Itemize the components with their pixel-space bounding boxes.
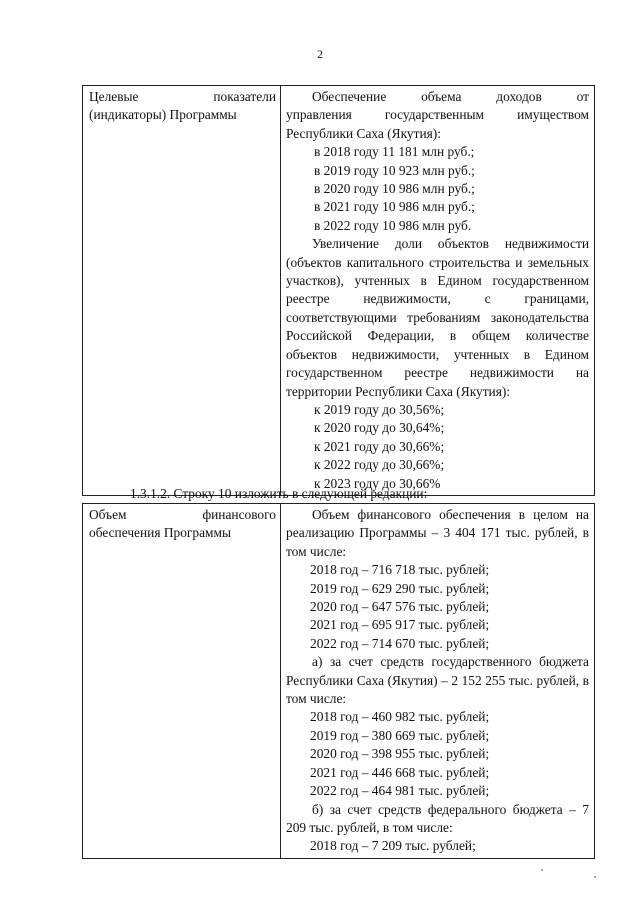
year-item: 2021 год – 695 917 тыс. рублей; xyxy=(310,617,490,633)
year-item: 2022 год – 714 670 тыс. рублей; xyxy=(310,635,490,651)
year-item: 2018 год – 460 982 тыс. рублей; xyxy=(310,709,490,725)
table-row xyxy=(83,86,595,496)
year-item: 2018 год – 716 718 тыс. рублей; xyxy=(310,562,490,578)
row-label-line: обеспечения Программы xyxy=(89,525,231,541)
year-item: в 2022 году 10 986 млн руб. xyxy=(314,217,472,233)
paragraph: б) за счет средств федерального бюджета – 7 209 тыс. рублей, в том числе: xyxy=(286,801,589,835)
text-line: Обеспечение объема доходов от xyxy=(312,89,589,104)
year-item: в 2019 году 10 923 млн руб.; xyxy=(314,162,475,178)
amendment-line: 1.3.1.2. Строку 10 изложить в следующей редакции: xyxy=(130,486,428,501)
year-item: 2020 год – 647 576 тыс. рублей; xyxy=(310,599,490,615)
row-label-line: Целевые показатели xyxy=(89,89,276,104)
year-item: 2022 год – 464 981 тыс. рублей; xyxy=(310,783,490,799)
target-item: к 2023 году до 30,66% xyxy=(314,475,441,491)
year-item: 2021 год – 446 668 тыс. рублей; xyxy=(310,764,490,780)
target-indicators-table xyxy=(82,85,595,496)
row-value-cell xyxy=(281,504,595,859)
target-item: к 2021 году до 30,66%; xyxy=(314,438,445,454)
target-item: к 2022 году до 30,66%; xyxy=(314,457,445,473)
target-item: к 2020 году до 30,64%; xyxy=(314,420,445,436)
target-item: к 2019 году до 30,56%; xyxy=(314,401,445,417)
paragraph: а) за счет средств государственного бюджета Республики Саха (Якутия) – 2 152 255 тыс. рублей, в том числе: xyxy=(286,654,589,707)
year-item: 2020 год – 398 955 тыс. рублей; xyxy=(310,746,490,762)
funding-volume-table xyxy=(82,503,595,859)
row-label-line: Объем финансового xyxy=(89,507,276,522)
paragraph: Объем финансового обеспечения в целом на реализацию Программы – 3 404 171 тыс. рублей, в том числе: xyxy=(286,507,589,559)
scan-speck xyxy=(541,869,543,871)
row-value-cell xyxy=(281,86,595,496)
text-line: управления государственным имуществом xyxy=(286,107,589,123)
paragraph: Увеличение доли объектов недвижимости (объектов капитального строительства и земельных участков), учтенных в Едином государственном реестре недвижимости, с границами, соответствующими требованиям законодательства Российской Федерации, в общем количестве объектов недвижимости, учтенных в Едином государственном реестре недвижимости на территории Республики Саха (Якутия): xyxy=(286,236,589,399)
year-item: 2019 год – 629 290 тыс. рублей; xyxy=(310,580,490,596)
year-item: в 2021 году 10 986 млн руб.; xyxy=(314,199,475,215)
year-item: в 2018 году 11 181 млн руб.; xyxy=(314,144,475,160)
year-item: в 2020 году 10 986 млн руб.; xyxy=(314,181,475,197)
scan-speck xyxy=(594,876,596,878)
row-label-cell xyxy=(83,504,281,859)
table-row xyxy=(83,504,595,859)
year-item: 2019 год – 380 669 тыс. рублей; xyxy=(310,727,490,743)
year-item: 2018 год – 7 209 тыс. рублей; xyxy=(310,838,476,854)
row-label-cell xyxy=(83,86,281,496)
row-label-line: (индикаторы) Программы xyxy=(89,107,237,123)
page-number: 2 xyxy=(317,47,323,61)
text-line: Республики Саха (Якутия): xyxy=(286,125,441,141)
